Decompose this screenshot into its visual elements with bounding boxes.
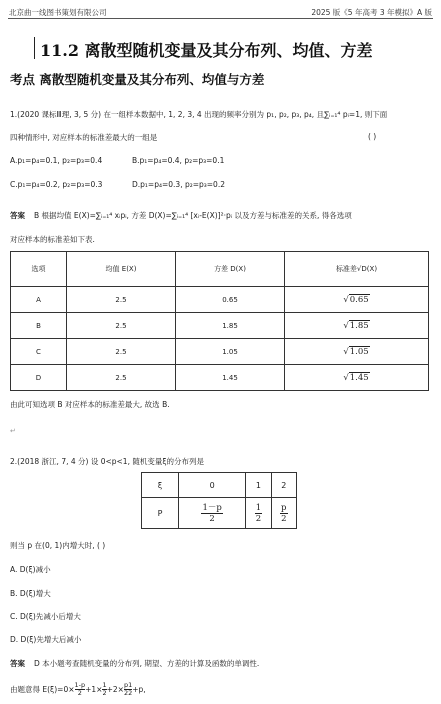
table-cell: B bbox=[11, 313, 67, 339]
expr-prefix: 由题意得 E(ξ)=0× bbox=[10, 685, 75, 694]
page-title: 11.2 离散型随机变量及其分布列、均值、方差 bbox=[40, 41, 373, 60]
fraction-denominator: 2 bbox=[255, 513, 262, 524]
table-cell: √1.45 bbox=[285, 365, 429, 391]
fraction-denominator: 2 bbox=[102, 689, 107, 697]
table-cell: 2.5 bbox=[67, 287, 176, 313]
table-header-cell: ξ bbox=[142, 473, 179, 498]
q1-answer-line2: 对应样本的标准差如下表. bbox=[10, 235, 95, 244]
q2-expectation-line bbox=[10, 682, 146, 697]
sqrt-value: 1.45 bbox=[349, 372, 369, 383]
q1-option-c: C.p₁=p₄=0.2, p₂=p₃=0.3 bbox=[10, 180, 103, 189]
table-cell: √1.05 bbox=[285, 339, 429, 365]
table-header-cell: 标准差√D(X) bbox=[285, 252, 429, 287]
table-cell: 2.5 bbox=[67, 339, 176, 365]
q1-stddev-table bbox=[10, 251, 429, 391]
sqrt-value: 0.65 bbox=[349, 294, 369, 305]
table-cell: A bbox=[11, 287, 67, 313]
sqrt-value: 1.05 bbox=[349, 346, 369, 357]
table-cell: C bbox=[11, 339, 67, 365]
q1-stem-line2: 四种情形中, 对应样本的标准差最大的一组是 bbox=[10, 133, 158, 142]
fraction-denominator: 2 bbox=[281, 513, 287, 524]
q2-option-d: D. D(ξ)先增大后减小 bbox=[10, 635, 82, 644]
q2-option-c: C. D(ξ)先减小后增大 bbox=[10, 612, 81, 621]
expr-end: +p, bbox=[132, 685, 146, 694]
header-right: 2025 版《5 年高考 3 年模拟》A 版 bbox=[311, 8, 432, 17]
table-header-cell: 均值 E(X) bbox=[67, 252, 176, 287]
header-left: 北京曲一线图书策划有限公司 bbox=[9, 8, 107, 17]
q2-stem-line1: 2.(2018 浙江, 7, 4 分) 设 0<p<1, 随机变量ξ的分布列是 bbox=[10, 457, 205, 466]
table-cell: 1.05 bbox=[176, 339, 285, 365]
table-cell: 1.85 bbox=[176, 313, 285, 339]
expr-mid: +1× bbox=[85, 685, 103, 694]
table-cell: √0.65 bbox=[285, 287, 429, 313]
table-cell: 1.45 bbox=[176, 365, 285, 391]
table-cell bbox=[179, 498, 246, 529]
q2-distribution-table bbox=[141, 472, 297, 529]
table-cell: √1.85 bbox=[285, 313, 429, 339]
table-cell bbox=[271, 498, 296, 529]
table-cell: 0.65 bbox=[176, 287, 285, 313]
table-header-cell: 1 bbox=[246, 473, 271, 498]
table-header-cell: 方差 D(X) bbox=[176, 252, 285, 287]
fraction-denominator: 2 bbox=[77, 689, 82, 697]
table-row bbox=[11, 313, 429, 339]
table-header-cell: 0 bbox=[179, 473, 246, 498]
table-row bbox=[11, 287, 429, 313]
q2-option-b: B. D(ξ)增大 bbox=[10, 589, 51, 598]
table-cell: P bbox=[142, 498, 179, 529]
table-cell: D bbox=[11, 365, 67, 391]
fraction-numerator: p bbox=[281, 502, 287, 513]
expr-mid2: +2× bbox=[106, 685, 124, 694]
q1-option-a: A.p₁=p₄=0.1, p₂=p₃=0.4 bbox=[10, 156, 103, 165]
table-cell: 2.5 bbox=[67, 365, 176, 391]
header-divider bbox=[8, 18, 433, 19]
q1-answer-line1: B 根据均值 E(X)=∑ᵢ₌₁⁴ xᵢpᵢ, 方差 D(X)=∑ᵢ₌₁⁴ [xᵢ-E(X)]²·pᵢ 以及方差与标准差的关系, 得各选项 bbox=[34, 211, 352, 220]
fraction-numerator: 1 bbox=[102, 681, 107, 689]
fraction-numerator: p bbox=[123, 681, 129, 689]
q1-option-b: B.p₁=p₄=0.4, p₂=p₃=0.1 bbox=[132, 156, 225, 165]
section-heading: 考点 离散型随机变量及其分布列、均值与方差 bbox=[10, 72, 265, 87]
fraction-numerator: 1 bbox=[255, 502, 262, 513]
table-header-row bbox=[11, 252, 429, 287]
fraction-denominator: 2 bbox=[128, 689, 133, 697]
q2-answer-label: 答案 bbox=[10, 659, 25, 668]
table-cell: 2.5 bbox=[67, 313, 176, 339]
fraction-denominator: 2 bbox=[209, 513, 215, 524]
table-header-row bbox=[142, 473, 297, 498]
table-cell bbox=[246, 498, 271, 529]
q1-stem-line1: 1.(2020 课标Ⅲ理, 3, 5 分) 在一组样本数据中, 1, 2, 3, 4 出现的频率分别为 p₁, p₂, p₃, p₄, 且∑ᵢ₌₁⁴ pᵢ=1, 则下面 bbox=[10, 110, 388, 119]
q1-answer-bracket: ( ) bbox=[368, 132, 377, 141]
q2-stem-line2: 则当 p 在(0, 1)内增大时, ( ) bbox=[10, 541, 106, 550]
table-row bbox=[142, 498, 297, 529]
table-header-cell: 2 bbox=[271, 473, 296, 498]
table-row bbox=[11, 339, 429, 365]
fraction-numerator: 1-p bbox=[74, 681, 86, 689]
q1-answer-label: 答案 bbox=[10, 211, 25, 220]
text-cursor bbox=[34, 37, 35, 59]
fraction-denominator: 2 bbox=[123, 689, 129, 697]
paragraph-mark-icon: ↵ bbox=[10, 427, 16, 435]
q2-option-a: A. D(ξ)减小 bbox=[10, 565, 51, 574]
table-header-cell: 选项 bbox=[11, 252, 67, 287]
table-row bbox=[11, 365, 429, 391]
q1-option-d: D.p₁=p₄=0.3, p₂=p₃=0.2 bbox=[132, 180, 225, 189]
q1-conclusion: 由此可知选项 B 对应样本的标准差最大, 故选 B. bbox=[10, 400, 170, 409]
fraction-numerator: 1－p bbox=[202, 502, 222, 513]
fraction-numerator: 1 bbox=[128, 681, 133, 689]
sqrt-value: 1.85 bbox=[349, 320, 369, 331]
q2-answer-text: D 本小题考查随机变量的分布列, 期望、方差的计算及函数的单调性. bbox=[34, 659, 260, 668]
